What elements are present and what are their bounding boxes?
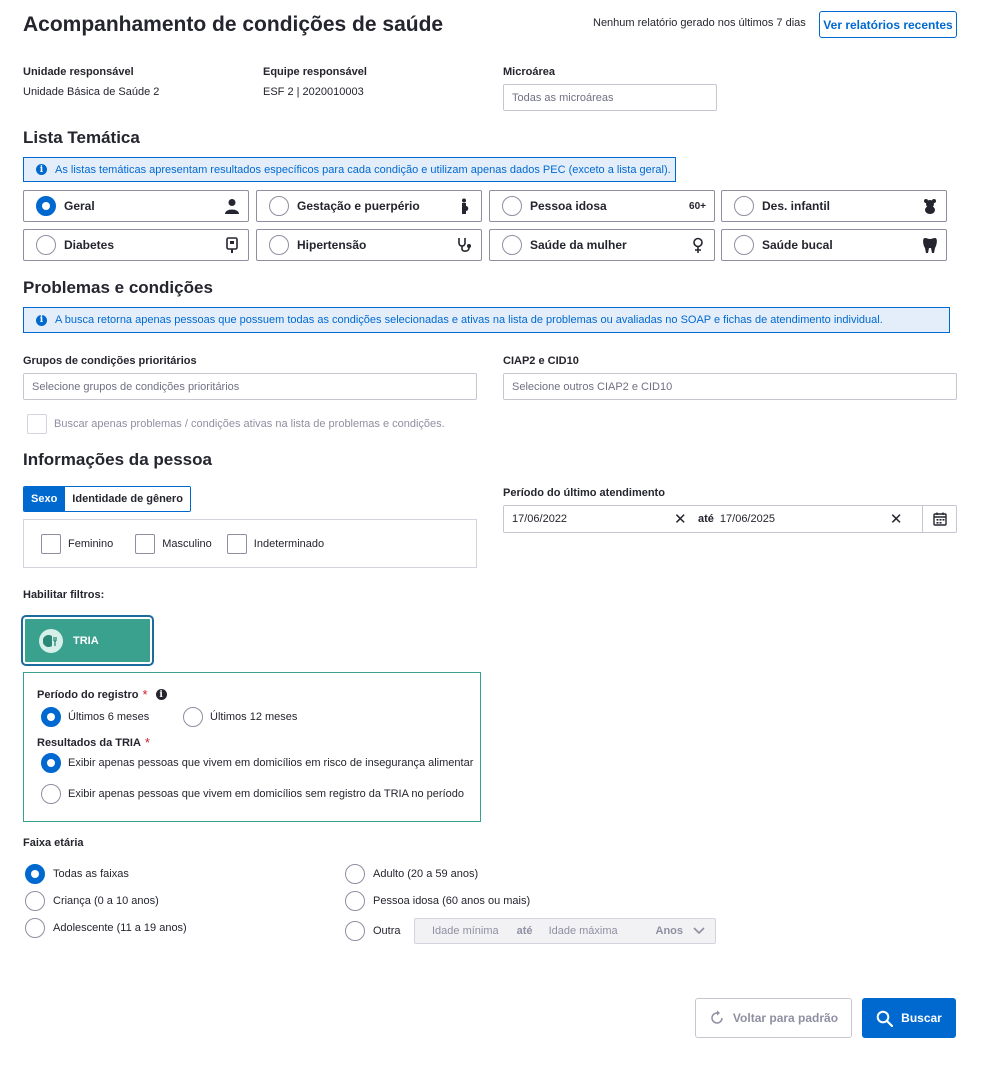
periodo-option-label: Últimos 12 meses [210,711,298,723]
grupos-select[interactable] [23,373,477,400]
checkbox-indeterminado[interactable] [227,534,247,554]
radio[interactable] [502,235,522,255]
search-button[interactable] [862,998,956,1038]
equipe-label: Equipe responsável [263,66,367,78]
lista-option-label: Geral [64,199,95,213]
idade-range-input [414,918,716,944]
periodo-option-6-meses[interactable] [41,707,149,727]
radio[interactable] [345,864,365,884]
tab-sexo[interactable]: Sexo [24,487,64,511]
sixty-plus-icon: 60+ [689,200,706,212]
chevron-down-icon[interactable] [693,927,705,935]
ciap-placeholder: Selecione outros CIAP2 e CID10 [512,380,673,393]
required-mark: * [144,735,150,750]
lista-option-saude-bucal[interactable] [721,229,947,261]
sexo-option-label: Masculino [162,537,212,550]
unidade-value: Unidade Básica de Saúde 2 [23,86,160,98]
lista-option-label: Gestação e puerpério [297,199,420,213]
ativos-checkbox[interactable] [27,414,47,434]
pregnant-icon [457,198,473,214]
radio[interactable] [345,891,365,911]
faixa-option-label: Adolescente (11 a 19 anos) [53,922,187,934]
lista-alert [23,157,676,182]
periodo-atendimento-range [503,505,957,533]
tooth-icon [922,237,938,253]
lista-tematica-title: Lista Temática [23,128,140,147]
sexo-options-box [23,519,477,568]
resultados-option-risco[interactable] [41,753,473,773]
lista-option-label: Saúde bucal [762,238,833,252]
clear-start-icon[interactable]: ✕ [674,511,687,528]
faixa-option-label: Todas as faixas [53,868,129,880]
radio[interactable] [502,196,522,216]
radio[interactable] [25,918,45,938]
faixa-option-crianca[interactable] [25,891,159,911]
microarea-placeholder: Todas as microáreas [512,91,614,104]
resultados-label: Resultados da TRIA [37,736,141,749]
lista-alert-text: As listas temáticas apresentam resultados específicos para cada condição e utilizam apenas dados PEC (exceto a lista geral). [55,163,671,176]
radio[interactable] [345,921,365,941]
unidade-label: Unidade responsável [23,66,134,78]
search-icon [876,1010,893,1027]
lista-option-label: Pessoa idosa [530,199,607,213]
info-icon: i [36,315,47,326]
lista-option-des-infantil[interactable] [721,190,947,222]
faixa-option-label: Adulto (20 a 59 anos) [373,868,479,880]
date-start-input[interactable]: 17/06/2022 [512,513,568,525]
periodo-atendimento-label: Período do último atendimento [503,487,665,499]
radio[interactable] [734,235,754,255]
tria-button-label: TRIA [73,634,99,647]
faixa-option-adulto[interactable] [345,864,478,884]
resultados-option-label: Exibir apenas pessoas que vivem em domicílios em risco de insegurança alimentar [68,757,474,769]
faixa-option-label: Pessoa idosa (60 anos ou mais) [373,895,531,907]
faixa-option-pessoa-idosa[interactable] [345,891,530,911]
microarea-label: Microárea [503,66,555,78]
lista-option-label: Des. infantil [762,199,831,213]
equipe-value: ESF 2 | 2020010003 [263,86,364,98]
checkbox-feminino[interactable] [41,534,61,554]
sexo-option-label: Indeterminado [253,537,325,550]
faixa-option-todas[interactable] [25,864,129,884]
lista-option-saude-mulher[interactable] [489,229,715,261]
page-title: Acompanhamento de condições de saúde [23,13,444,36]
radio[interactable] [36,196,56,216]
radio[interactable] [25,864,45,884]
tria-filter-button[interactable] [23,617,152,664]
radio[interactable] [25,891,45,911]
date-end-input[interactable]: 17/06/2025 [719,513,775,525]
required-mark: * [142,687,148,702]
radio[interactable] [41,707,61,727]
idade-min-input[interactable]: Idade mínima [432,925,499,937]
ativos-checkbox-label: Buscar apenas problemas / condições ativas na lista de problemas e condições. [54,418,445,430]
periodo-registro-header [37,687,175,702]
faixa-option-adolescente[interactable] [25,918,187,938]
ciap-label: CIAP2 e CID10 [503,355,579,367]
resultados-option-sem-registro[interactable] [41,784,464,804]
search-button-label: Buscar [901,1011,942,1025]
faixa-option-label: Criança (0 a 10 anos) [53,895,159,907]
idade-unit-select[interactable]: Anos [655,925,683,937]
female-symbol-icon [690,237,706,253]
lista-option-label: Diabetes [64,238,115,252]
info-icon[interactable]: i [156,689,167,700]
idade-max-input[interactable]: Idade máxima [548,925,618,937]
faixa-option-outra[interactable] [345,921,401,941]
periodo-option-label: Últimos 6 meses [68,711,150,723]
habilitar-filtros-label: Habilitar filtros: [23,589,105,601]
lista-option-label: Hipertensão [297,238,367,252]
microarea-select[interactable] [503,84,717,111]
periodo-registro-label: Período do registro [37,688,139,701]
radio[interactable] [734,196,754,216]
tab-identidade-genero[interactable]: Identidade de gênero [64,487,190,511]
reset-icon [709,1010,725,1026]
glucometer-icon [224,237,240,253]
lista-option-label: Saúde da mulher [530,238,627,252]
radio[interactable] [41,784,61,804]
faixa-option-label: Outra [373,925,401,937]
checkbox-masculino[interactable] [135,534,155,554]
ciap-select[interactable] [503,373,957,400]
radio[interactable] [269,235,289,255]
info-icon: i [36,164,47,175]
date-range-separator: até [698,513,714,525]
periodo-option-12-meses[interactable] [183,707,297,727]
tria-icon [39,629,63,653]
sexo-identidade-tabs [23,486,191,512]
resultados-option-label: Exibir apenas pessoas que vivem em domicílios sem registro da TRIA no período [68,788,464,800]
problemas-alert [23,307,950,333]
grupos-placeholder: Selecione grupos de condições prioritários [32,380,240,393]
lista-option-pessoa-idosa[interactable] [489,190,715,222]
grupos-label: Grupos de condições prioritários [23,355,197,367]
stethoscope-icon [457,237,473,253]
radio[interactable] [269,196,289,216]
report-status: Nenhum relatório gerado nos últimos 7 dias [593,17,806,29]
reset-button[interactable] [695,998,852,1038]
pessoa-title: Informações da pessoa [23,450,212,469]
calendar-icon[interactable] [922,506,956,532]
recent-reports-button[interactable]: Ver relatórios recentes [819,11,957,38]
radio[interactable] [183,707,203,727]
ativos-checkbox-row[interactable] [27,414,445,434]
idade-separator: até [516,925,533,937]
lista-option-diabetes[interactable] [23,229,249,261]
problemas-title: Problemas e condições [23,278,213,297]
lista-option-gestacao[interactable] [256,190,482,222]
resultados-header [37,735,150,750]
reset-button-label: Voltar para padrão [732,1011,839,1025]
sexo-option-label: Feminino [68,537,114,550]
person-icon [224,198,240,214]
lista-option-geral[interactable] [23,190,249,222]
lista-option-hipertensao[interactable] [256,229,482,261]
teddy-bear-icon [922,198,938,214]
faixa-etaria-label: Faixa etária [23,837,84,849]
radio[interactable] [36,235,56,255]
radio[interactable] [41,753,61,773]
clear-end-icon[interactable]: ✕ [889,511,903,528]
tria-filter-panel [23,672,481,822]
problemas-alert-text: A busca retorna apenas pessoas que possuem todas as condições selecionadas e ativas na lista de problemas ou avaliadas no SOAP e fichas de atendimento individual. [55,314,883,326]
